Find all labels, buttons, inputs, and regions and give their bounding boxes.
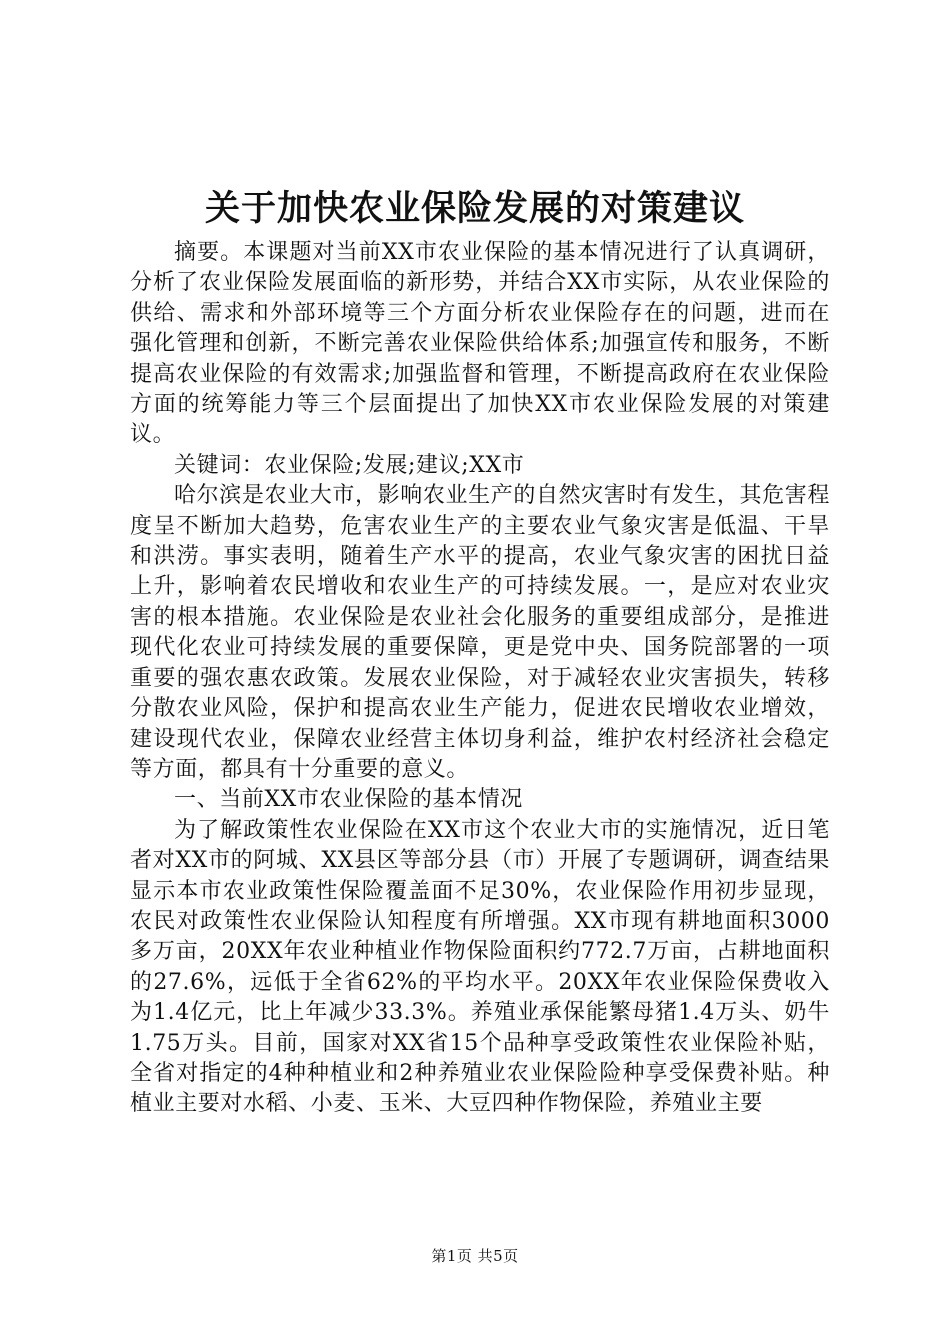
page-footer: 第1页 共5页 xyxy=(431,1247,519,1265)
keywords-paragraph: 关键词：农业保险;发展;建议;XX市 xyxy=(174,452,525,478)
section-heading: 一、当前XX市农业保险的基本情况 xyxy=(174,787,523,813)
document-title: 关于加快农业保险发展的对策建议 xyxy=(204,188,745,229)
document-body xyxy=(130,238,830,1120)
intro-paragraph: 哈尔滨是农业大市，影响农业生产的自然灾害时有发生，其危害程度呈不断加大趋势，危害农业生产的主要农业气象灾害是低温、干旱和洪涝。事实表明，随着生产水平的提高，农业气象灾害的困扰日益上升，影响着农民增收和农业生产的可持续发展。一，是应对农业灾害的根本措施。农业保险是农业社会化服务的重要组成部分，是推进现代化农业可持续发展的重要保障，更是党中央、国务院部署的一项重要的强农惠农政策。发展农业保险，对于减轻农业灾害损失，转移分散农业风险，保护和提高农业生产能力，促进农民增收农业增效，建设现代农业，保障农业经营主体切身利益，维护农村经济社会稳定等方面，都具有十分重要的意义。 xyxy=(130,483,830,782)
situation-paragraph: 为了解政策性农业保险在XX市这个农业大市的实施情况，近日笔者对XX市的阿城、XX县区等部分县（市）开展了专题调研，调查结果显示本市农业政策性保险覆盖面不足30%，农业保险作用初步显现，农民对政策性农业保险认知程度有所增强。XX市现有耕地面积3000多万亩，20XX年农业种植业作物保险面积约772.7万亩，占耕地面积的27.6%，远低于全省62%的平均水平。20XX年农业保险保费收入为1.4亿元，比上年减少33.3%。养殖业承保能繁母猪1.4万头、奶牛1.75万头。目前，国家对XX省15个品种享受政策性农业保险补贴，全省对指定的4种种植业和2种养殖业农业保险险种享受保费补贴。种植业主要对水稻、小麦、玉米、大豆四种作物保险，养殖业主要 xyxy=(130,817,830,1117)
abstract-paragraph: 摘要。本课题对当前XX市农业保险的基本情况进行了认真调研，分析了农业保险发展面临的新形势，并结合XX市实际，从农业保险的供给、需求和外部环境等三个方面分析农业保险存在的问题，进而在强化管理和创新，不断完善农业保险供给体系;加强宣传和服务，不断提高农业保险的有效需求;加强监督和管理，不断提高政府在农业保险方面的统筹能力等三个层面提出了加快XX市农业保险发展的对策建议。 xyxy=(130,240,830,448)
